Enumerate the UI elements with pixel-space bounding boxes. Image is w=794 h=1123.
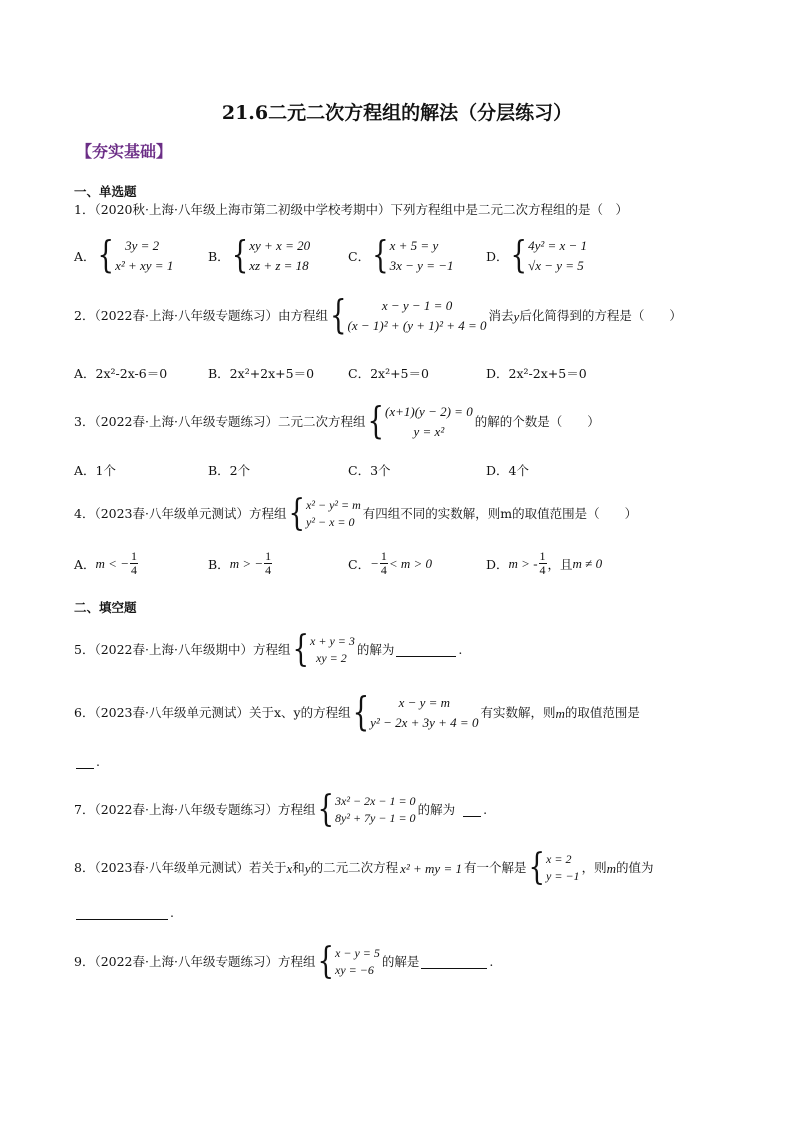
system-lines	[335, 945, 380, 980]
q3-option-c: C．3个	[348, 463, 391, 478]
stem-text: .	[458, 642, 463, 658]
system-lines	[310, 633, 355, 668]
q2-option-b: B．2x²+2x+5＝0	[208, 366, 315, 381]
stem-text: .	[170, 905, 174, 921]
system-line: 3x² − 2x − 1 = 0	[335, 794, 416, 808]
stem-text: 有实数解，则	[480, 704, 556, 720]
stem-text: .	[489, 954, 494, 970]
page-title: 21.6二元二次方程组的解法（分层练习）	[221, 102, 573, 124]
equation-system	[511, 236, 588, 276]
part-heading-single-choice: 一、单选题	[74, 184, 137, 199]
q2-option-c: C．2x²+5＝0	[348, 366, 429, 381]
system-line: y² − x = 0	[306, 515, 355, 530]
system-line: xy + x = 20	[249, 238, 311, 253]
q2-option-d: D．2x²-2x+5＝0	[486, 366, 587, 381]
stem-text: 的解为	[356, 642, 395, 658]
q3-option-a: A．1个	[74, 463, 116, 478]
question-8-stem	[74, 847, 654, 890]
system-line: 3y = 2	[125, 238, 160, 253]
option-letter: C．	[348, 556, 371, 572]
option-letter: A．	[74, 556, 96, 572]
stem-text: .	[483, 802, 488, 818]
part-heading-fill-blank: 二、填空题	[74, 600, 137, 615]
system-line: (x − 1)² + (y + 1)² + 4 = 0	[347, 318, 487, 334]
system-line: xy = −6	[335, 963, 374, 978]
brace-glyph: {	[317, 941, 335, 984]
equation-system	[329, 293, 487, 339]
question-6-answer-line	[74, 756, 100, 769]
brace-glyph: {	[317, 789, 335, 832]
system-lines	[249, 236, 310, 276]
question-2-options	[74, 364, 774, 384]
system-line: (x+1)(y − 2) = 0	[385, 404, 473, 419]
equation: x² + my = 1	[400, 860, 462, 876]
stem-text: 9．（2022春·上海·八年级专题练习）方程组	[74, 954, 316, 970]
q1-option-a	[74, 236, 175, 276]
stem-text: 的取值范围是	[564, 704, 640, 720]
option-letter: D．	[486, 556, 509, 572]
brace-glyph: {	[292, 629, 310, 672]
stem-text: 3．（2022春·上海·八年级专题练习）二元二次方程组	[74, 413, 366, 429]
stem-text: ，则	[581, 860, 607, 876]
answer-blank[interactable]	[76, 756, 94, 769]
stem-text: 的解为	[417, 802, 456, 818]
system-lines	[370, 693, 478, 733]
question-4-options	[74, 550, 774, 586]
q4-option-d	[486, 550, 602, 577]
stem-text: 的解的个数是（ ）	[474, 413, 600, 429]
q4-option-a	[74, 550, 139, 577]
variable: m	[606, 860, 616, 876]
question-4-stem	[74, 493, 638, 536]
q1-option-d	[486, 236, 589, 276]
equation-system	[232, 236, 310, 276]
brace-glyph: {	[372, 234, 389, 278]
math-text: −	[370, 555, 379, 571]
brace-glyph: {	[231, 234, 249, 278]
question-1-options	[74, 236, 774, 276]
question-6-stem	[74, 690, 640, 736]
math-text: < m > 0	[388, 555, 433, 571]
variable: y	[304, 860, 311, 876]
option-letter: B．	[208, 556, 230, 572]
variable: y	[513, 308, 520, 324]
stem-text: .	[96, 754, 100, 770]
brace-glyph: {	[288, 493, 306, 536]
math-text: m > -	[508, 555, 538, 571]
equation-system	[317, 941, 380, 984]
system-line: x² − y² = m	[306, 498, 361, 512]
system-line: y = −1	[546, 869, 580, 884]
answer-blank[interactable]	[463, 804, 481, 817]
option-letter: A．	[74, 249, 96, 265]
system-lines	[528, 236, 587, 276]
system-lines	[335, 793, 416, 828]
system-line: y² − 2x + 3y + 4 = 0	[370, 715, 479, 731]
system-line: xz + z = 18	[249, 258, 309, 274]
q2-option-a: A．2x²-2x-6＝0	[74, 366, 168, 381]
system-line: 3x − y = −1	[389, 258, 454, 274]
equation-system	[292, 629, 355, 672]
stem-text: 2．（2022春·上海·八年级专题练习）由方程组	[74, 307, 328, 323]
stem-text: 的值为	[615, 860, 654, 876]
stem-text: 有四组不同的实数解，则m的取值范围是（ ）	[362, 506, 638, 522]
fraction	[264, 550, 272, 577]
brace-glyph: {	[352, 690, 370, 736]
system-lines	[115, 236, 173, 276]
system-lines	[348, 296, 487, 336]
system-lines	[306, 497, 361, 532]
system-line: 8y² + 7y − 1 = 0	[335, 811, 416, 826]
numerator: 1	[130, 549, 137, 563]
math-text: ，且	[547, 556, 573, 572]
denominator: 4	[380, 563, 387, 578]
denominator: 4	[265, 563, 272, 578]
system-line: x² + xy = 1	[115, 258, 174, 274]
variable: m	[555, 705, 565, 721]
equation-system	[367, 402, 472, 442]
variable: x	[286, 860, 293, 876]
option-letter: C．	[348, 249, 371, 265]
stem-text: 的二元二次方程	[310, 860, 399, 876]
question-7-stem	[74, 789, 488, 832]
equation-system	[98, 236, 174, 276]
answer-blank[interactable]	[421, 956, 487, 969]
system-lines	[390, 236, 454, 276]
system-line: xy = 2	[316, 651, 347, 666]
system-line: x = 2	[546, 852, 572, 866]
denominator: 4	[539, 563, 546, 578]
question-1-stem: 1．（2020秋·上海·八年级上海市第二初级中学校考期中）下列方程组中是二元二次方程组的是（ ）	[74, 202, 628, 217]
q1-option-c	[348, 236, 455, 276]
system-line: √x − y = 5	[528, 258, 584, 274]
stem-text: 6．（2023春·八年级单元测试）关于x、y的方程组	[74, 704, 351, 720]
system-line: x − y = m	[398, 695, 451, 710]
q4-option-b	[208, 550, 273, 577]
brace-glyph: {	[510, 234, 528, 278]
q1-option-b	[208, 236, 312, 276]
answer-blank[interactable]	[396, 644, 456, 657]
section-heading: 【夯实基础】	[76, 142, 173, 161]
system-line: x + y = 3	[310, 634, 355, 648]
equation-system	[288, 493, 361, 536]
math-text: m < −	[95, 555, 129, 571]
question-3-options	[74, 461, 774, 481]
stem-text: 的解是	[381, 954, 420, 970]
system-lines	[385, 402, 473, 442]
q3-option-d: D．4个	[486, 463, 529, 478]
q3-option-b: B．2个	[208, 463, 251, 478]
equation-system	[528, 847, 580, 890]
fraction	[380, 550, 388, 577]
numerator: 1	[380, 549, 387, 563]
stem-text: 和	[292, 860, 305, 876]
equation-system	[317, 789, 416, 832]
system-line: x − y = 5	[335, 946, 380, 960]
q4-option-c	[348, 550, 432, 577]
stem-text: 有一个解是	[463, 860, 527, 876]
stem-text: 4．（2023春·八年级单元测试）方程组	[74, 506, 287, 522]
brace-glyph: {	[528, 847, 546, 890]
stem-text: 8．（2023春·八年级单元测试）若关于	[74, 860, 287, 876]
numerator: 1	[539, 549, 546, 563]
brace-glyph: {	[329, 293, 347, 339]
question-5-stem	[74, 629, 463, 672]
question-9-stem	[74, 941, 494, 984]
stem-text: 5．（2022春·上海·八年级期中）方程组	[74, 642, 291, 658]
system-line: y = x²	[413, 424, 445, 440]
brace-glyph: {	[367, 400, 385, 444]
math-text: m ≠ 0	[572, 555, 603, 571]
denominator: 4	[130, 563, 137, 578]
option-letter: B．	[208, 249, 230, 265]
numerator: 1	[265, 549, 272, 563]
equation-system	[372, 236, 453, 276]
system-lines	[546, 851, 580, 886]
equation-system	[352, 690, 479, 736]
answer-blank[interactable]	[76, 907, 168, 920]
fraction	[130, 550, 138, 577]
question-3-stem	[74, 402, 600, 442]
stem-text: 后化简得到的方程是（ ）	[519, 307, 682, 323]
stem-text: 7．（2022春·上海·八年级专题练习）方程组	[74, 802, 316, 818]
question-8-answer-line	[74, 907, 174, 920]
option-letter: D．	[486, 249, 509, 265]
question-2-stem	[74, 293, 682, 339]
stem-text: 消去	[488, 307, 514, 323]
fraction	[539, 550, 547, 577]
math-text: m > −	[229, 555, 264, 571]
brace-glyph: {	[97, 234, 115, 278]
system-line: x + 5 = y	[389, 238, 439, 253]
system-line: 4y² = x − 1	[528, 238, 588, 253]
system-line: x − y − 1 = 0	[381, 298, 453, 313]
